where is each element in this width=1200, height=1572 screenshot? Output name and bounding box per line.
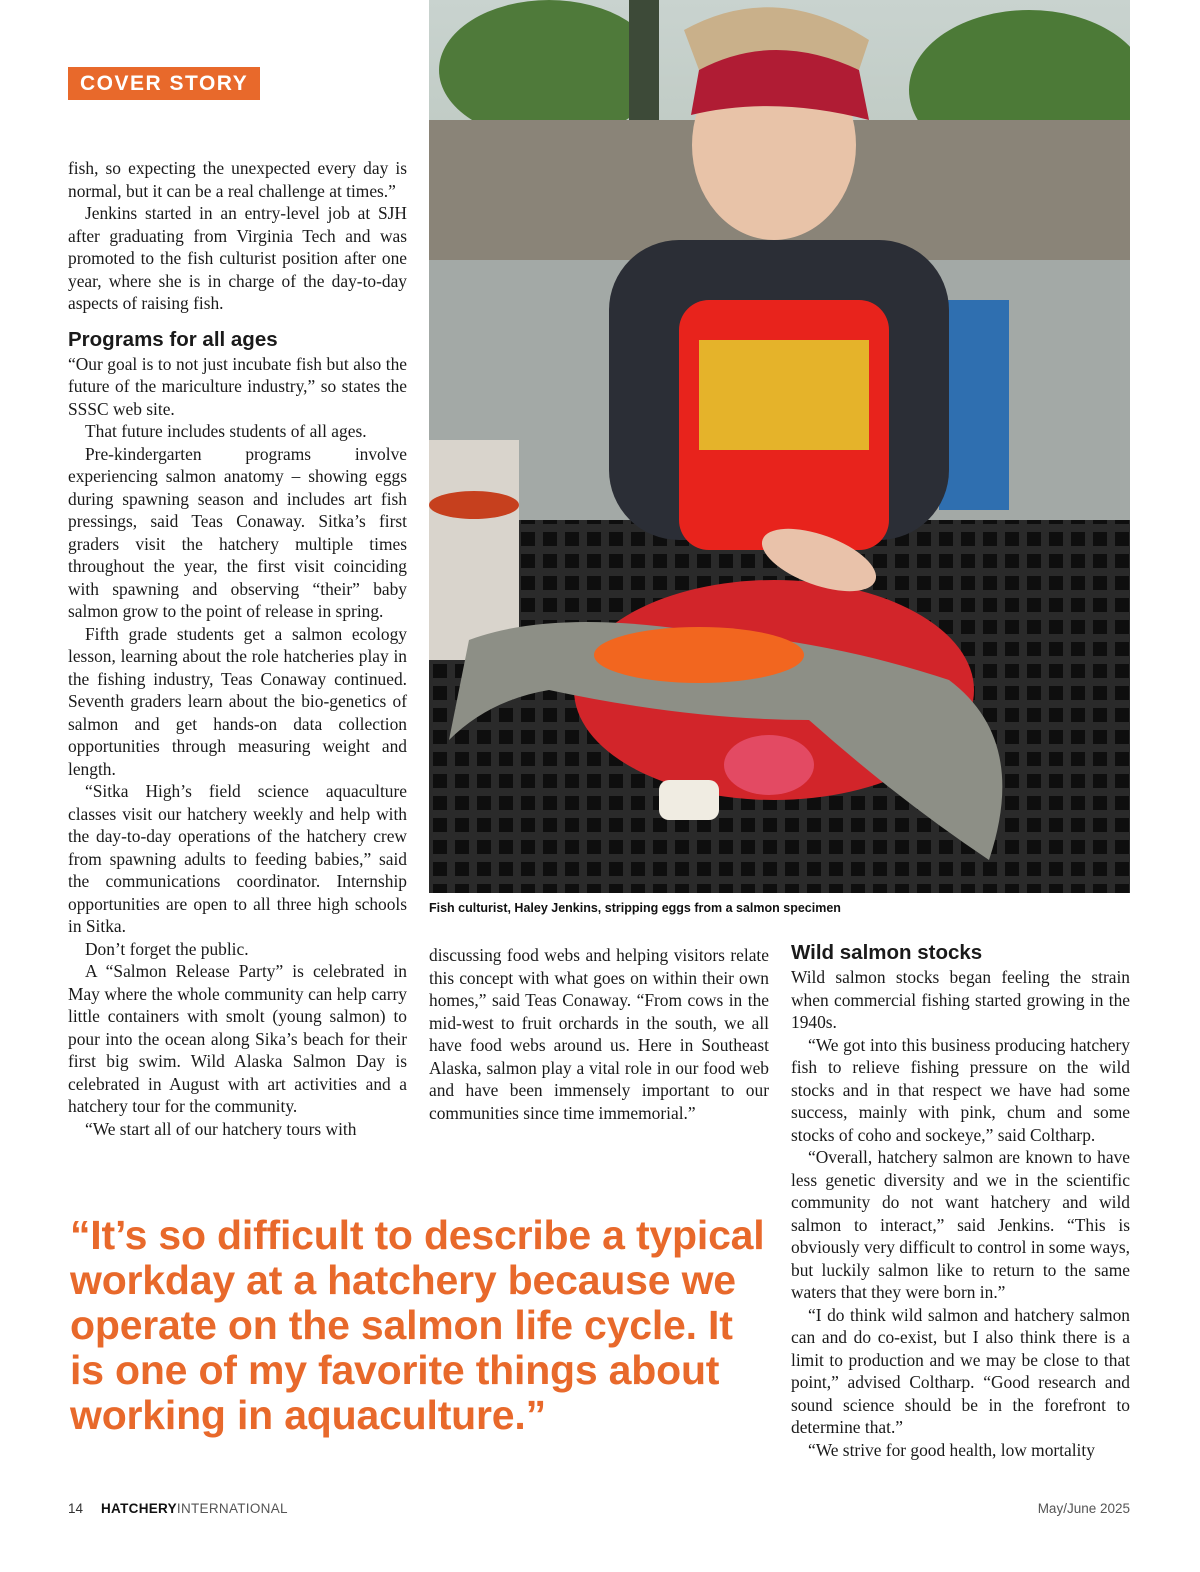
pull-quote: “It’s so difficult to describe a typical workday at a hatchery because we operate on the salmon life cycle. It is one of my favorite things about working in aquaculture.” xyxy=(70,1212,765,1438)
paragraph: Jenkins started in an entry-level job at SJH after graduating from Virginia Tech and was promoted to the fish culturist position after one year, where she is in charge of the day-to-day aspects of raising fish. xyxy=(68,203,407,313)
section-label: COVER STORY xyxy=(68,67,260,100)
paragraph: Wild salmon stocks began feeling the strain when commercial fishing started growing in the 1940s. xyxy=(791,967,1130,1032)
paragraph: “Sitka High’s field science aquaculture classes visit our hatchery weekly and help with the day-to-day operations of the hatchery crew from spawning adults to feeding babies,” said the communications coordinator. Internship opportunities are open to all three high schools in Sitka. xyxy=(68,781,407,936)
paragraph: “We start all of our hatchery tours with xyxy=(85,1118,357,1139)
masthead-light: INTERNATIONAL xyxy=(176,1501,288,1516)
article-column-1 xyxy=(68,157,407,1140)
section-heading-programs: Programs for all ages xyxy=(68,327,278,351)
paragraph: “Our goal is to not just incubate fish but also the future of the mariculture industry,” so states the SSSC web site. xyxy=(68,353,407,419)
feature-photo xyxy=(429,0,1130,893)
paragraph: A “Salmon Release Party” is celebrated in May where the whole community can help carry little containers with smolt (young salmon) to pour into the ocean along Sika’s beach for their first big swim. Wild Alaska Salmon Day is celebrated in August with art activities and a hatchery tour for the community. xyxy=(68,961,407,1116)
paragraph: fish, so expecting the unexpected every day is normal, but it can be a real challenge at times.” xyxy=(68,158,407,201)
paragraph: “We got into this business producing hatchery fish to relieve fishing pressure on the wild stocks and in that respect we have had some success, mainly with pink, chum and some stocks of coho and sockeye,” said Coltharp. xyxy=(791,1034,1130,1145)
paragraph: “I do think wild salmon and hatchery salmon can and do co-exist, but I also think there is a limit to production and we may be close to that point,” advised Coltharp. “Good research and sound science should be in the forefront to determine that.” xyxy=(791,1304,1130,1437)
issue-date: May/June 2025 xyxy=(1037,1501,1130,1516)
paragraph: Don’t forget the public. xyxy=(85,938,249,959)
article-column-3 xyxy=(791,940,1130,1461)
article-column-2 xyxy=(429,944,769,1124)
section-heading-wild-salmon: Wild salmon stocks xyxy=(791,941,983,964)
paragraph: “Overall, hatchery salmon are known to have less genetic diversity and we in the scientific community do not want hatchery and wild salmon to interact,” said Jenkins. “This is obviously very difficult to control in some ways, but luckily salmon like to return to the same waters that they were born in.” xyxy=(791,1147,1130,1302)
page-footer xyxy=(68,1501,1130,1521)
photo-illustration xyxy=(429,0,1130,893)
page-number: 14 xyxy=(68,1501,84,1516)
masthead xyxy=(101,1501,288,1516)
paragraph: Fifth grade students get a salmon ecology lesson, learning about the role hatcheries play in the fishing industry, Teas Conaway continued. Seventh graders learn about the bio-genetics of salmon and get hands-on data collection opportunities through measuring weight and length. xyxy=(68,623,407,779)
paragraph: discussing food webs and helping visitors relate this concept with what goes on within their own homes,” said Teas Conaway. “From cows in the mid-west to fruit orchards in the south, we all have food webs around us. Here in Southeast Alaska, salmon play a vital role in our food web and have been immensely important to our communities since time immemorial.” xyxy=(429,945,769,1123)
paragraph: That future includes students of all ages. xyxy=(85,421,367,441)
paragraph: “We strive for good health, low mortality xyxy=(808,1439,1095,1460)
photo-caption: Fish culturist, Haley Jenkins, stripping eggs from a salmon specimen xyxy=(429,901,841,915)
masthead-bold: HATCHERY xyxy=(101,1501,177,1516)
paragraph: Pre-kindergarten programs involve experiencing salmon anatomy – showing eggs during spawning season and includes art fish pressings, said Teas Conaway. Sitka’s first graders visit the hatchery multiple times throughout the year, the first visit coinciding with spawning and observing “their” baby salmon grow to the point of release in spring. xyxy=(68,443,407,621)
